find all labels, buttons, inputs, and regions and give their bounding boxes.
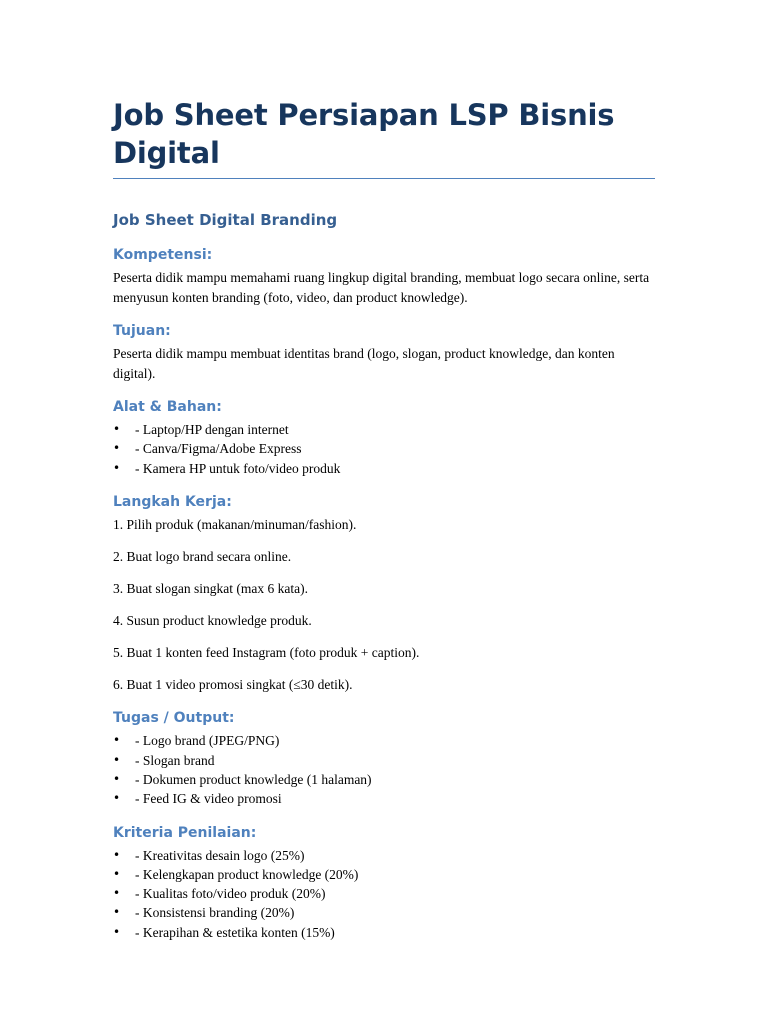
list-item	[113, 884, 655, 903]
bullet-icon: •	[113, 441, 121, 456]
list-item	[113, 459, 655, 478]
bullet-icon: •	[113, 905, 121, 920]
bullet-icon: •	[113, 460, 121, 475]
bullet-icon: •	[113, 924, 121, 939]
alat-bahan-heading: Alat & Bahan:	[113, 399, 222, 415]
list-item-text: - Kreativitas desain logo (25%)	[135, 847, 305, 863]
bullet-icon: •	[113, 733, 121, 748]
bullet-icon: •	[113, 847, 121, 862]
kompetensi-text: Peserta didik mampu memahami ruang lingkup digital branding, membuat logo secara online, serta menyusun konten branding (foto, video, dan product knowledge).	[113, 270, 650, 305]
list-item	[113, 731, 655, 750]
list-item	[113, 439, 655, 458]
tugas-output-heading: Tugas / Output:	[113, 710, 235, 727]
bullet-icon: •	[113, 886, 121, 901]
langkah-kerja-heading: Langkah Kerja:	[113, 493, 232, 510]
list-item-text: - Dokumen product knowledge (1 halaman)	[135, 771, 372, 787]
step-item: 6. Buat 1 video promosi singkat (≤30 detik).	[113, 676, 353, 692]
bullet-icon: •	[113, 771, 121, 786]
bullet-icon: •	[113, 866, 121, 881]
document-page	[113, 96, 655, 942]
kriteria-penilaian-heading: Kriteria Penilaian:	[113, 824, 257, 841]
list-item	[113, 420, 655, 439]
step-item: 5. Buat 1 konten feed Instagram (foto produk + caption).	[113, 644, 420, 660]
list-item-text: - Kelengkapan product knowledge (20%)	[135, 866, 359, 882]
list-item-text: - Laptop/HP dengan internet	[135, 422, 289, 437]
tujuan-heading: Tujuan:	[113, 323, 171, 339]
tugas-output-list	[113, 731, 655, 808]
list-item-text: - Canva/Figma/Adobe Express	[135, 441, 302, 457]
list-item	[113, 865, 655, 884]
list-item-text: - Konsistensi branding (20%)	[135, 905, 295, 921]
bullet-icon: •	[113, 752, 121, 767]
list-item-text: - Kamera HP untuk foto/video produk	[135, 460, 341, 476]
list-item	[113, 770, 655, 789]
step-item: 4. Susun product knowledge produk.	[113, 612, 312, 628]
langkah-kerja-steps	[113, 515, 655, 695]
kompetensi-heading: Kompetensi:	[113, 247, 213, 263]
list-item-text: - Feed IG & video promosi	[135, 791, 282, 807]
step-item: 2. Buat logo brand secara online.	[113, 548, 292, 564]
list-item	[113, 789, 655, 808]
step-item: 1. Pilih produk (makanan/minuman/fashion).	[113, 516, 357, 532]
list-item-text: - Logo brand (JPEG/PNG)	[135, 733, 280, 749]
kriteria-penilaian-list	[113, 846, 655, 942]
list-item-text: - Kualitas foto/video produk (20%)	[135, 886, 326, 902]
bullet-icon: •	[113, 422, 121, 436]
bullet-icon: •	[113, 791, 121, 806]
list-item	[113, 751, 655, 770]
document-title: Job Sheet Persiapan LSP Bisnis Digital	[113, 96, 655, 179]
step-item: 3. Buat slogan singkat (max 6 kata).	[113, 580, 308, 596]
alat-bahan-list	[113, 420, 655, 478]
document-subtitle: Job Sheet Digital Branding	[113, 211, 338, 229]
list-item	[113, 846, 655, 865]
list-item-text: - Slogan brand	[135, 752, 215, 768]
list-item	[113, 903, 655, 922]
tujuan-text: Peserta didik mampu membuat identitas brand (logo, slogan, product knowledge, dan konten digital).	[113, 346, 615, 381]
list-item-text: - Kerapihan & estetika konten (15%)	[135, 924, 335, 940]
list-item	[113, 923, 655, 942]
